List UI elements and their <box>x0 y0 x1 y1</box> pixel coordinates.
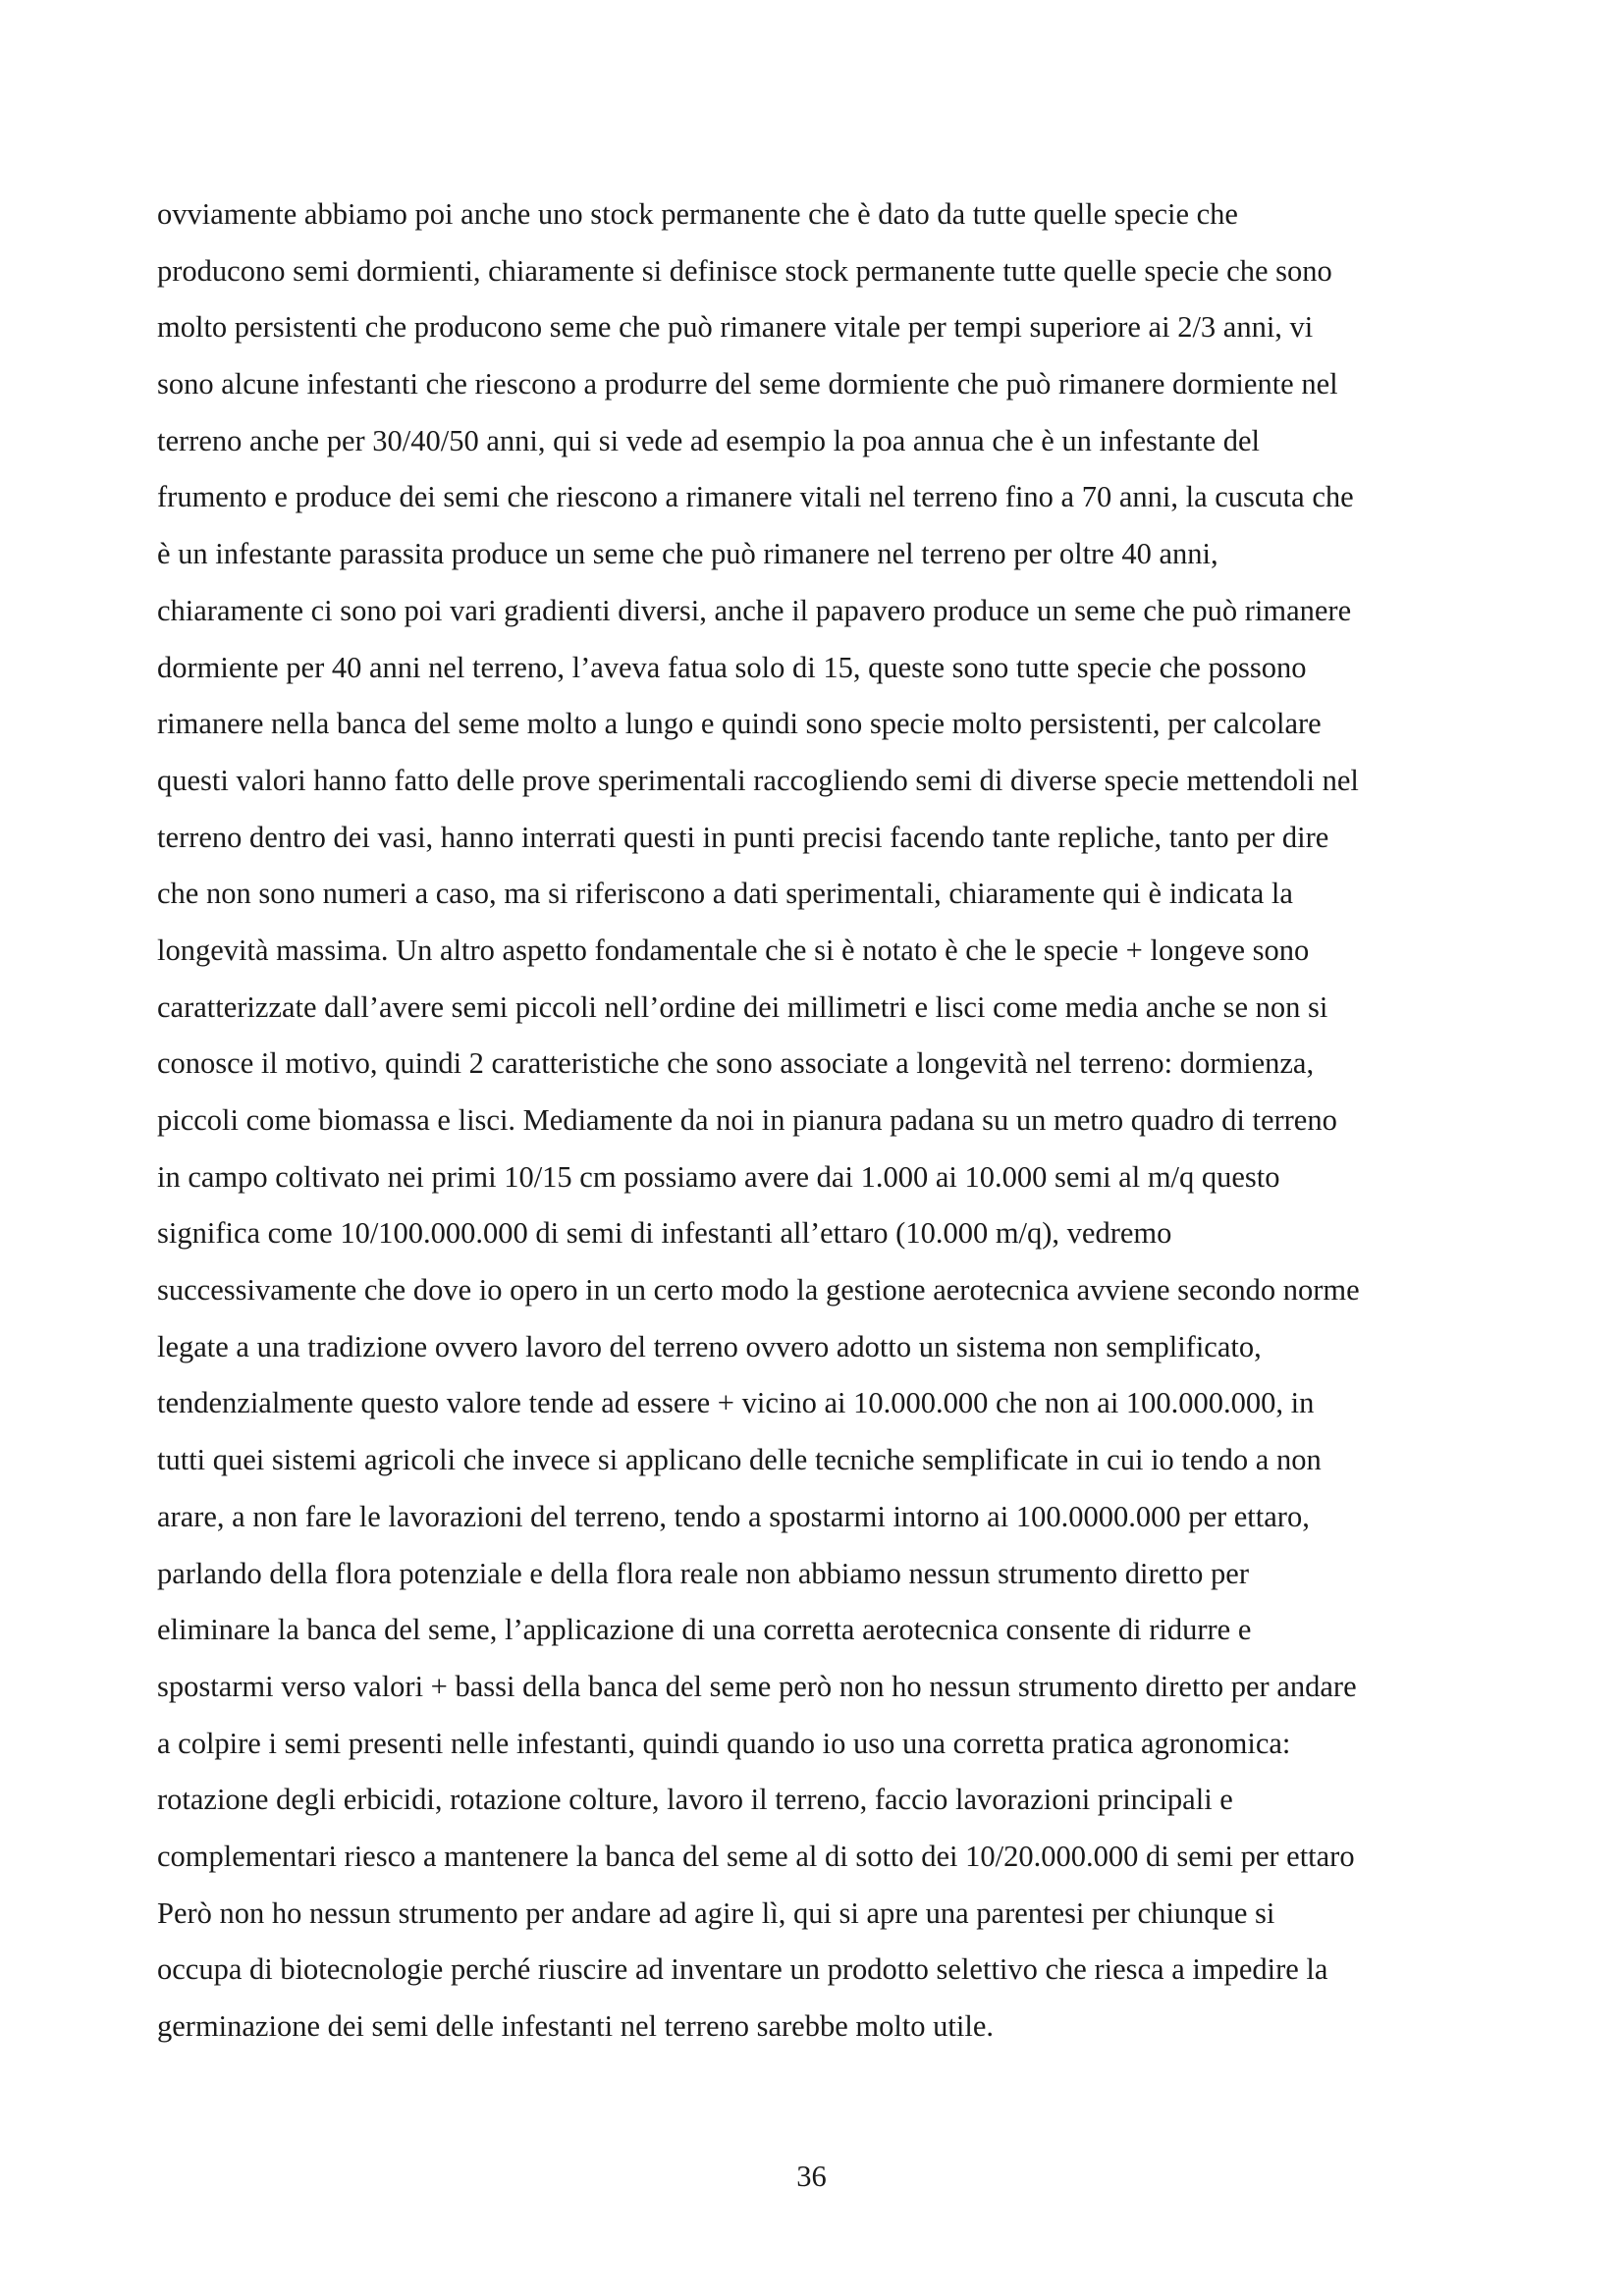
paragraph-line: parlando della flora potenziale e della flora reale non abbiamo nessun strumento diretto per <box>157 1556 1249 1590</box>
paragraph-line: terreno anche per 30/40/50 anni, qui si vede ad esempio la poa annua che è un infestante del <box>157 423 1261 457</box>
paragraph-line: molto persistenti che producono seme che può rimanere vitale per tempi superiore ai 2/3 anni, vi <box>157 310 1314 345</box>
paragraph-line: germinazione dei semi delle infestanti nel terreno sarebbe molto utile. <box>157 2009 995 2043</box>
paragraph-line: successivamente che dove io opero in un certo modo la gestione aerotecnica avviene secondo norme <box>157 1273 1360 1308</box>
paragraph-line: piccoli come biomassa e lisci. Mediamente da noi in pianura padana su un metro quadro di terreno <box>157 1103 1337 1137</box>
paragraph-line: eliminare la banca del seme, l’applicazione di una corretta aerotecnica consente di ridurre e <box>157 1613 1252 1647</box>
paragraph-line: Però non ho nessun strumento per andare ad agire lì, qui si apre una parentesi per chiunque si <box>157 1896 1275 1930</box>
paragraph-line: che non sono numeri a caso, ma si riferiscono a dati sperimentali, chiaramente qui è indicata la <box>157 877 1293 911</box>
paragraph-line: tendenzialmente questo valore tende ad essere + vicino ai 10.000.000 che non ai 100.000.000, in <box>157 1386 1315 1420</box>
paragraph-line: complementari riesco a mantenere la banca del seme al di sotto dei 10/20.000.000 di semi per ettaro <box>157 1839 1355 1873</box>
paragraph-line: occupa di biotecnologie perché riuscire ad inventare un prodotto selettivo che riesca a impedire la <box>157 1952 1328 1987</box>
paragraph-line: frumento e produce dei semi che riescono a rimanere vitali nel terreno fino a 70 anni, la cuscuta che <box>157 480 1354 514</box>
paragraph-line: rotazione degli erbicidi, rotazione colture, lavoro il terreno, faccio lavorazioni principali e <box>157 1783 1233 1817</box>
paragraph-line: rimanere nella banca del seme molto a lungo e quindi sono specie molto persistenti, per calcolare <box>157 707 1322 741</box>
paragraph-line: questi valori hanno fatto delle prove sperimentali raccogliendo semi di diverse specie mettendoli nel <box>157 763 1359 797</box>
paragraph-line: dormiente per 40 anni nel terreno, l’aveva fatua solo di 15, queste sono tutte specie che possono <box>157 650 1307 684</box>
paragraph-line: chiaramente ci sono poi vari gradienti diversi, anche il papavero produce un seme che può rimanere <box>157 593 1352 627</box>
paragraph-line: arare, a non fare le lavorazioni del terreno, tendo a spostarmi intorno ai 100.0000.000 per ettaro, <box>157 1499 1310 1533</box>
paragraph-line: legate a una tradizione ovvero lavoro del terreno ovvero adotto un sistema non semplificato, <box>157 1329 1262 1363</box>
paragraph-line: significa come 10/100.000.000 di semi di infestanti all’ettaro (10.000 m/q), vedremo <box>157 1216 1172 1251</box>
paragraph-line: producono semi dormienti, chiaramente si definisce stock permanente tutte quelle specie che sono <box>157 253 1332 288</box>
paragraph-line: sono alcune infestanti che riescono a produrre del seme dormiente che può rimanere dormiente nel <box>157 367 1338 401</box>
page-number: 36 <box>796 2160 827 2193</box>
paragraph-line: in campo coltivato nei primi 10/15 cm possiamo avere dai 1.000 ai 10.000 semi al m/q questo <box>157 1159 1280 1194</box>
body-paragraph <box>157 187 1492 2056</box>
paragraph-line: conosce il motivo, quindi 2 caratteristiche che sono associate a longevità nel terreno: dormienza, <box>157 1046 1315 1081</box>
paragraph-line: tutti quei sistemi agricoli che invece si applicano delle tecniche semplificate in cui io tendo a non <box>157 1443 1322 1477</box>
paragraph-line: longevità massima. Un altro aspetto fondamentale che si è notato è che le specie + longeve sono <box>157 933 1310 967</box>
paragraph-line: è un infestante parassita produce un seme che può rimanere nel terreno per oltre 40 anni, <box>157 537 1218 571</box>
paragraph-line: a colpire i semi presenti nelle infestanti, quindi quando io uso una corretta pratica agronomica: <box>157 1726 1291 1760</box>
paragraph-line: caratterizzate dall’avere semi piccoli nell’ordine dei millimetri e lisci come media anche se non si <box>157 989 1328 1024</box>
paragraph-line: ovviamente abbiamo poi anche uno stock permanente che è dato da tutte quelle specie che <box>157 197 1238 231</box>
paragraph-line: terreno dentro dei vasi, hanno interrati questi in punti precisi facendo tante repliche, tanto per dire <box>157 820 1329 854</box>
paragraph-line: spostarmi verso valori + bassi della banca del seme però non ho nessun strumento diretto per andare <box>157 1669 1357 1703</box>
